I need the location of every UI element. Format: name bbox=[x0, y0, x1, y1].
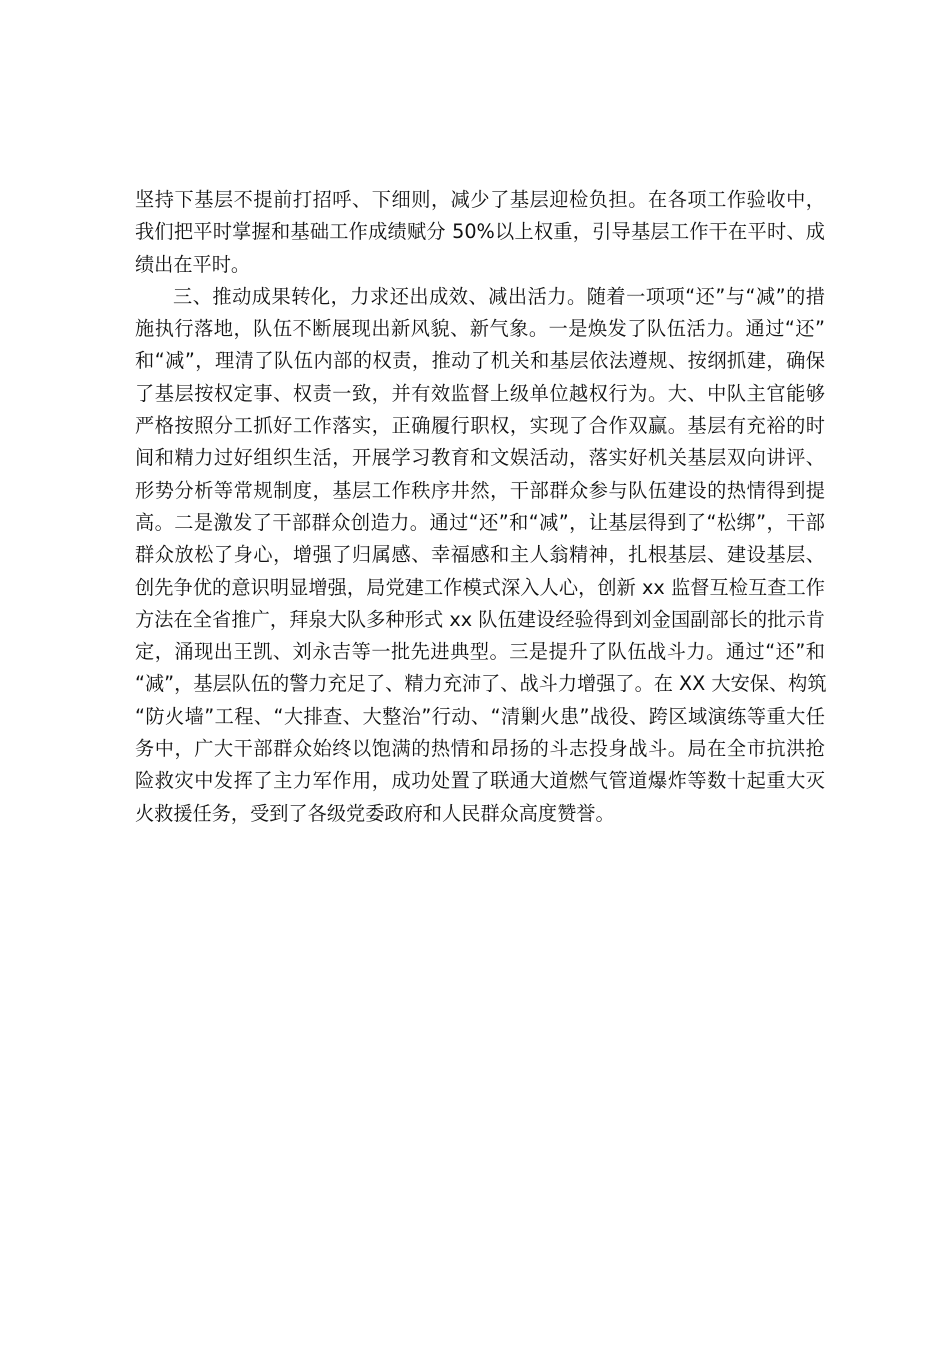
text-line: 高。二是激发了干部群众创造力。通过“还”和“减”，让基层得到了“松绑”，干部 bbox=[135, 510, 825, 534]
paragraph-1 bbox=[135, 184, 825, 281]
text-line: 创先争优的意识明显增强，局党建工作模式深入人心，创新 xx 监督互检互查工作 bbox=[135, 575, 825, 599]
text-line: 绩出在平时。 bbox=[135, 252, 251, 276]
text-line: 坚持下基层不提前打招呼、下细则，减少了基层迎检负担。在各项工作验收中， bbox=[135, 188, 825, 211]
text-line: 方法在全省推广，拜泉大队多种形式 xx 队伍建设经验得到刘金国副部长的批示肯 bbox=[135, 607, 825, 631]
text-line: 间和精力过好组织生活，开展学习教育和文娱活动，落实好机关基层双向讲评、 bbox=[135, 446, 825, 470]
text-line: 严格按照分工抓好工作落实，正确履行职权，实现了合作双赢。基层有充裕的时 bbox=[135, 414, 825, 438]
body-text bbox=[135, 184, 825, 830]
text-line: 火救援任务，受到了各级党委政府和人民群众高度赞誉。 bbox=[135, 801, 615, 825]
text-line: 施执行落地，队伍不断展现出新风貌、新气象。一是焕发了队伍活力。通过“还” bbox=[135, 317, 825, 341]
text-line: 了基层按权定事、权责一致，并有效监督上级单位越权行为。大、中队主官能够 bbox=[135, 381, 825, 405]
text-line: 务中，广大干部群众始终以饱满的热情和昂扬的斗志投身战斗。局在全市抗洪抢 bbox=[135, 737, 825, 761]
text-line: 三、推动成果转化，力求还出成效、减出活力。随着一项项“还”与“减”的措 bbox=[173, 284, 825, 308]
text-line: “减”，基层队伍的警力充足了、精力充沛了、战斗力增强了。在 XX 大安保、构筑 bbox=[135, 672, 827, 696]
text-line: 我们把平时掌握和基础工作成绩赋分 50%以上权重，引导基层工作干在平时、成 bbox=[135, 220, 825, 244]
text-line: 和“减”，理清了队伍内部的权责，推动了机关和基层依法遵规、按纲抓建，确保 bbox=[135, 349, 825, 373]
paragraph-2 bbox=[135, 281, 825, 830]
text-line: 形势分析等常规制度，基层工作秩序井然，干部群众参与队伍建设的热情得到提 bbox=[135, 478, 825, 502]
text-line: “防火墙”工程、“大排查、大整治”行动、“清剿火患”战役、跨区域演练等重大任 bbox=[135, 704, 825, 728]
text-line: 定，涌现出王凯、刘永吉等一批先进典型。三是提升了队伍战斗力。通过“还”和 bbox=[135, 640, 825, 664]
text-line: 群众放松了身心，增强了归属感、幸福感和主人翁精神，扎根基层、建设基层、 bbox=[135, 543, 825, 567]
text-line: 险救灾中发挥了主力军作用，成功处置了联通大道燃气管道爆炸等数十起重大灭 bbox=[135, 769, 825, 793]
